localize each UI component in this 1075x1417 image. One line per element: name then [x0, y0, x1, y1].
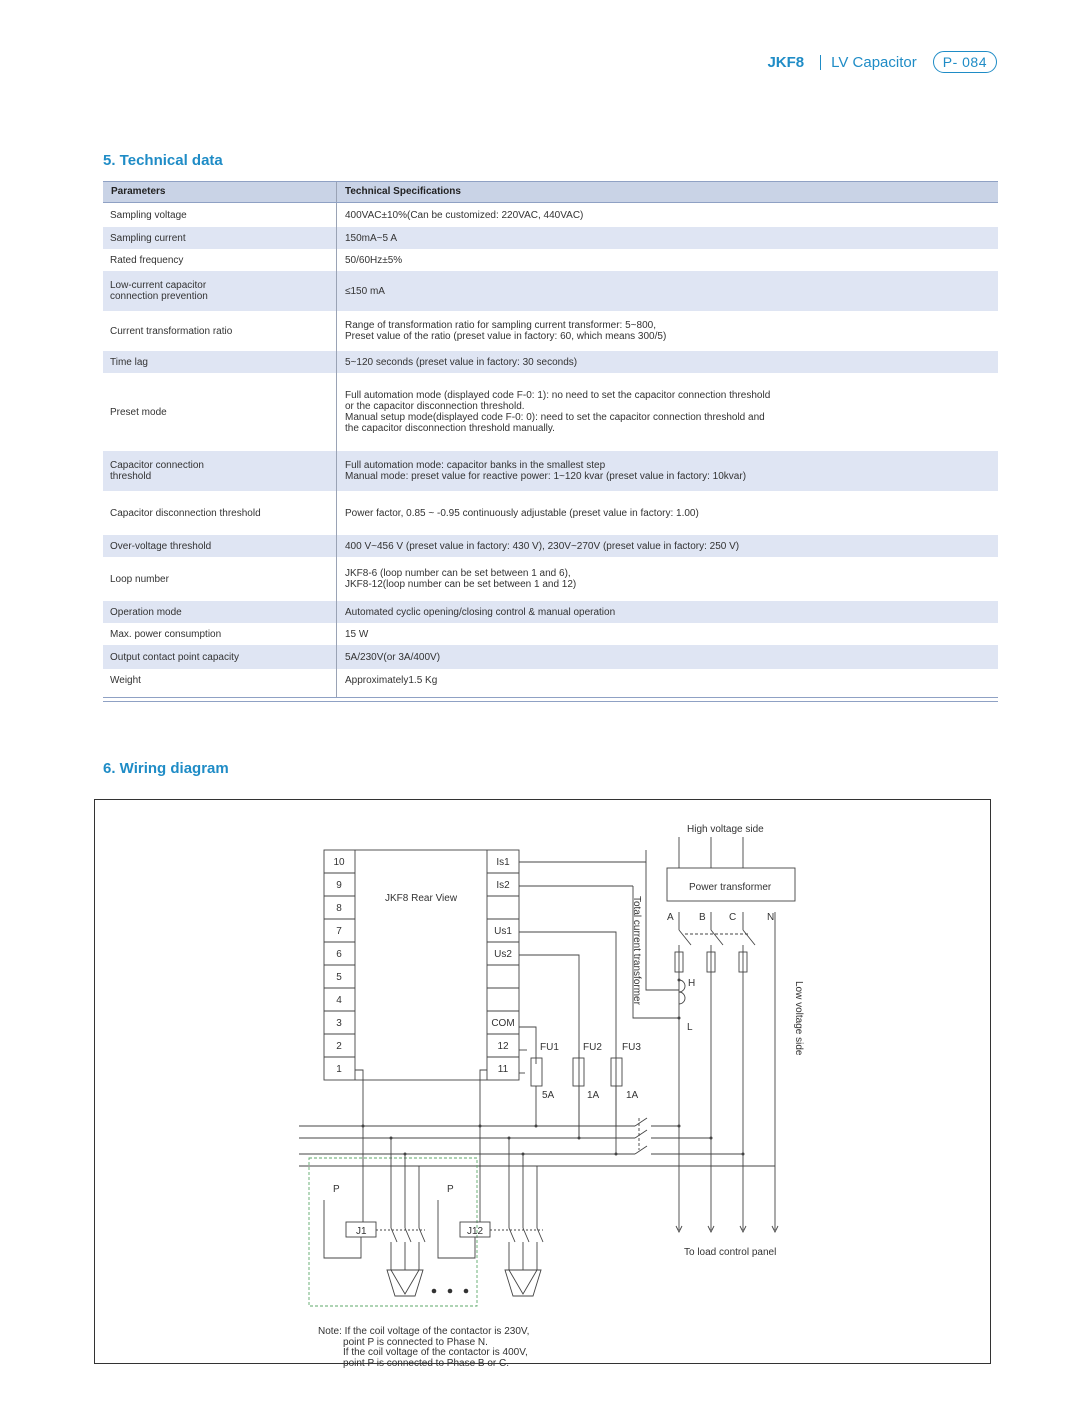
right-terminal-label: Us2: [494, 949, 512, 960]
phase-a-label: A: [667, 912, 674, 923]
spec-cell: Power factor, 0.85 ~ -0.95 continuously adjustable (preset value in factory: 1.00): [345, 507, 699, 519]
fu1-label: FU1: [540, 1042, 559, 1053]
table-row: [103, 623, 998, 645]
table-row: [103, 451, 998, 491]
power-transformer-label: Power transformer: [689, 882, 772, 893]
spec-cell: ≤150 mA: [345, 285, 385, 297]
low-voltage-label: Low voltage side: [793, 981, 804, 1056]
phase-b-label: B: [699, 912, 706, 923]
ct-coil: [679, 980, 685, 1004]
wiring-diagram-svg: [95, 800, 990, 1363]
high-voltage-label: High voltage side: [687, 824, 764, 835]
left-terminal-label: 7: [336, 926, 342, 937]
p-label-1: P: [333, 1184, 340, 1195]
wiring-note: [318, 1327, 529, 1369]
bus-junctions: [362, 979, 745, 1156]
spec-cell: 15 W: [345, 628, 369, 640]
param-cell: Capacitor connection threshold: [103, 451, 337, 491]
contactor-j12-poles: [490, 1138, 543, 1296]
j1-label: J1: [356, 1226, 367, 1237]
table-row: [103, 311, 998, 351]
wiring-diagram-title: 6. Wiring diagram: [103, 760, 229, 777]
fu1-rating: 5A: [542, 1090, 555, 1101]
ct-lead-h: [646, 862, 679, 990]
main-switch-3: [635, 1146, 647, 1154]
param-cell: Preset mode: [103, 373, 337, 451]
note-line: Note: If the coil voltage of the contactor is 230V,: [318, 1326, 530, 1337]
right-terminal-label: Is2: [496, 880, 510, 891]
switch-b: [711, 930, 723, 945]
ct-label: Total current transformer: [631, 896, 642, 1005]
param-cell: Sampling current: [103, 227, 337, 249]
right-terminal-label: COM: [491, 1018, 515, 1029]
param-cell: Operation mode: [103, 601, 337, 623]
j12-label: J12: [467, 1226, 484, 1237]
spec-cell: Automated cyclic opening/closing control & manual operation: [345, 606, 616, 618]
table-row: [103, 373, 998, 451]
note-line: point P is connected to Phase N.: [318, 1336, 488, 1348]
fu3-fuse: [611, 1058, 622, 1086]
note-line: point P is connected to Phase B or C.: [318, 1357, 510, 1369]
right-terminal-label: Is1: [496, 857, 510, 868]
spec-cell: Approximately1.5 Kg: [345, 674, 438, 686]
right-terminal-label: 12: [497, 1041, 509, 1052]
table-row: [103, 601, 998, 623]
rear-view-label: JKF8 Rear View: [385, 893, 458, 904]
load-arrows: [676, 1226, 778, 1232]
param-cell: Current transformation ratio: [103, 311, 337, 351]
table-row: [103, 491, 998, 535]
spec-cell: Full automation mode: capacitor banks in the smallest step Manual mode: preset value for reactive power: 1~120 kvar (preset value in factory: 10kvar): [345, 460, 747, 482]
left-terminal-label: 9: [336, 880, 342, 891]
spec-cell: 400VAC±10%(Can be customized: 220VAC, 440VAC): [345, 209, 584, 221]
left-terminal-labels: [333, 857, 345, 1075]
table-row: [103, 203, 998, 227]
table-row: [103, 645, 998, 669]
left-terminal-label: 8: [336, 903, 342, 914]
table-row: [103, 271, 998, 311]
fu2-fuse: [573, 1058, 584, 1086]
table-row: [103, 227, 998, 249]
phase-c-label: C: [729, 912, 737, 923]
switch-c: [743, 930, 755, 945]
fu2-label: FU2: [583, 1042, 602, 1053]
t11-wire: [480, 1070, 487, 1214]
technical-data-title: 5. Technical data: [103, 152, 223, 169]
header-divider: [820, 55, 821, 70]
param-cell: Loop number: [103, 557, 337, 601]
contactor-j1-poles: [376, 1138, 425, 1296]
fu3-label: FU3: [622, 1042, 641, 1053]
t1-wire: [355, 1070, 363, 1214]
table-row: [103, 669, 998, 691]
spec-cell: Full automation mode (displayed code F-0: 1): no need to set the capacitor connection threshold or the capacitor disconnection threshold. Manual setup mode(displayed code F-0: 0): need to set the capacitor connection threshold and the capacitor disconnection threshold manually.: [345, 390, 771, 434]
spec-cell: Range of transformation ratio for sampling current transformer: 5~800, Preset value of the ratio (preset value in factory: 60, which means 300/5): [345, 320, 667, 342]
right-terminal-label: 11: [497, 1064, 509, 1075]
param-cell: Over-voltage threshold: [103, 535, 337, 557]
header-specifications: Technical Specifications: [345, 186, 461, 197]
header-parameters: Parameters: [103, 182, 337, 202]
table-body: [103, 203, 998, 691]
header-title: LV Capacitor: [831, 53, 917, 71]
spec-cell: 5~120 seconds (preset value in factory: 30 seconds): [345, 356, 578, 368]
right-terminal-label: Us1: [494, 926, 512, 937]
is1-wire: [519, 850, 646, 862]
table-row: [103, 351, 998, 373]
phase-n-label: N: [767, 912, 775, 923]
table-row: [103, 557, 998, 601]
technical-data-table: [103, 181, 998, 702]
model-name: JKF8: [767, 53, 805, 71]
spec-cell: JKF8-6 (loop number can be set between 1 and 6), JKF8-12(loop number can be set between 1 and 12): [345, 568, 577, 590]
us1-wire: [519, 932, 616, 1126]
page-number-badge: P- 084: [933, 51, 997, 73]
ellipsis-dots: [432, 1289, 469, 1294]
spec-cell: 5A/230V(or 3A/400V): [345, 651, 441, 663]
param-cell: Rated frequency: [103, 249, 337, 271]
note-line: If the coil voltage of the contactor is 400V,: [318, 1347, 528, 1358]
table-header: [103, 181, 998, 203]
param-cell: Output contact point capacity: [103, 645, 337, 669]
spec-cell: 50/60Hz±5%: [345, 254, 403, 266]
spec-cell: 400 V~456 V (preset value in factory: 430 V), 230V~270V (preset value in factory: 250 V): [345, 540, 740, 552]
left-terminal-label: 1: [336, 1064, 342, 1075]
left-terminal-label: 5: [336, 972, 342, 983]
param-cell: Max. power consumption: [103, 623, 337, 645]
fu3-rating: 1A: [626, 1090, 639, 1101]
left-terminal-label: 6: [336, 949, 342, 960]
left-terminal-label: 4: [336, 995, 342, 1006]
param-cell: Low-current capacitor connection prevention: [103, 271, 337, 311]
table-bottom-rule: [103, 697, 998, 702]
p-label-2: P: [447, 1184, 454, 1195]
switch-a: [679, 930, 691, 945]
table-row: [103, 249, 998, 271]
left-terminal-label: 3: [336, 1018, 342, 1029]
l-label: L: [687, 1022, 693, 1033]
param-cell: Weight: [103, 669, 337, 691]
fu1-fuse: [531, 1058, 542, 1086]
main-switch-2: [635, 1130, 647, 1138]
spec-cell: 150mA~5 A: [345, 232, 397, 244]
left-terminal-label: 10: [333, 857, 345, 868]
left-terminal-label: 2: [336, 1041, 342, 1052]
load-panel-label: To load control panel: [684, 1247, 777, 1258]
param-cell: Capacitor disconnection threshold: [103, 491, 337, 535]
param-cell: Sampling voltage: [103, 203, 337, 227]
param-cell: Time lag: [103, 351, 337, 373]
fu2-rating: 1A: [587, 1090, 600, 1101]
main-switch-1: [635, 1118, 647, 1126]
right-terminal-labels: [491, 857, 514, 1075]
wiring-diagram: [94, 799, 991, 1364]
h-label: H: [688, 978, 696, 989]
table-row: [103, 535, 998, 557]
page-header: [767, 50, 997, 74]
